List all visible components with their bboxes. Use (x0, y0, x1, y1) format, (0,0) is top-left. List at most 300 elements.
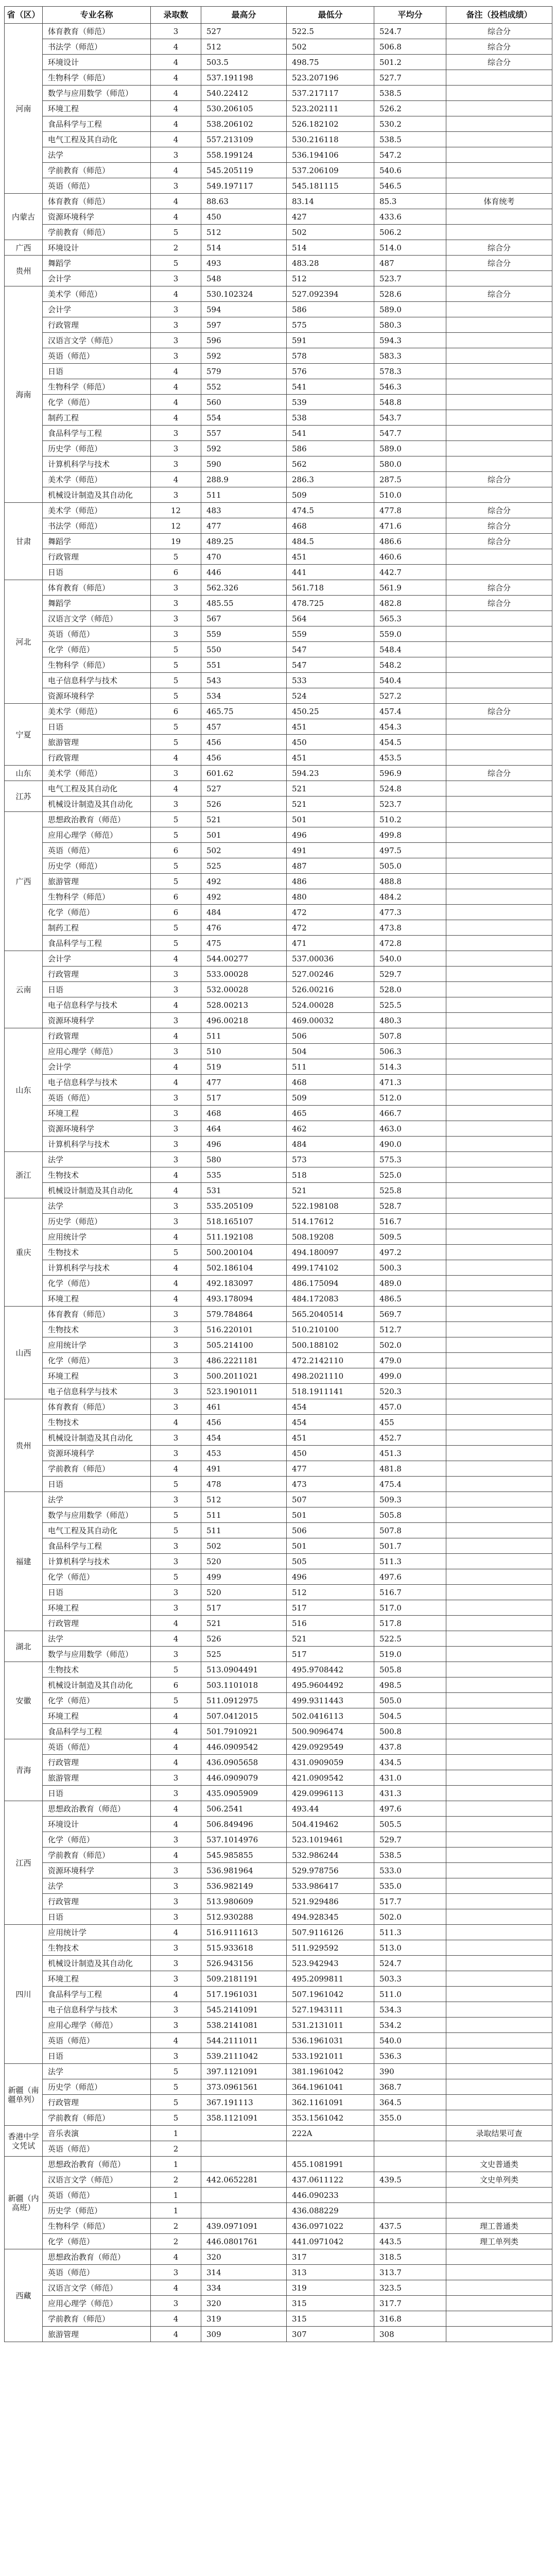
table-row (5, 1523, 552, 1538)
max-score-cell: 537.191198 (201, 70, 287, 86)
major-cell: 机械设计制造及其自动化 (43, 1956, 151, 1971)
max-score-cell: 559 (201, 626, 287, 642)
avg-score-cell: 505.5 (374, 1817, 446, 1832)
table-row (5, 1616, 552, 1631)
avg-score-cell: 437.5 (374, 2218, 446, 2234)
table-row (5, 1662, 552, 1677)
table-row (5, 2095, 552, 2110)
admitted-count-cell: 3 (151, 1090, 201, 1106)
avg-score-cell (374, 2141, 446, 2157)
admitted-count-cell: 3 (151, 2296, 201, 2311)
admitted-count-cell: 4 (151, 1708, 201, 1724)
major-cell: 英语（师范） (43, 2033, 151, 2048)
table-row (5, 116, 552, 132)
min-score-cell: 527.00246 (287, 967, 374, 982)
province-cell: 湖北 (5, 1631, 43, 1662)
major-cell: 应用统计学 (43, 1925, 151, 1940)
min-score-cell: 527.1943111 (287, 2002, 374, 2018)
min-score-cell: 507 (287, 1492, 374, 1507)
avg-score-cell: 514.3 (374, 1059, 446, 1075)
min-score-cell: 537.217117 (287, 86, 374, 101)
max-score-cell: 513.980609 (201, 1894, 287, 1909)
max-score-cell: 446.0801761 (201, 2234, 287, 2249)
major-cell: 机械设计制造及其自动化 (43, 1183, 151, 1198)
avg-score-cell: 318.5 (374, 2249, 446, 2265)
remark-cell (446, 1167, 552, 1183)
admitted-count-cell: 4 (151, 750, 201, 766)
header-avg-score: 平均分 (374, 7, 446, 24)
admitted-count-cell: 4 (151, 1817, 201, 1832)
remark-cell (446, 1044, 552, 1059)
avg-score-cell: 472.8 (374, 936, 446, 951)
max-score-cell: 517 (201, 1090, 287, 1106)
province-cell: 山西 (5, 1307, 43, 1399)
remark-cell (446, 1353, 552, 1368)
min-score-cell: 500.9096474 (287, 1724, 374, 1739)
remark-cell: 综合分 (446, 704, 552, 719)
header-max-score: 最高分 (201, 7, 287, 24)
max-score-cell: 483 (201, 503, 287, 518)
major-cell: 日语 (43, 1585, 151, 1600)
min-score-cell: 473 (287, 1477, 374, 1492)
max-score-cell: 549.197117 (201, 178, 287, 194)
max-score-cell: 397.1121091 (201, 2064, 287, 2079)
avg-score-cell: 548.2 (374, 657, 446, 673)
major-cell: 环境设计 (43, 1817, 151, 1832)
max-score-cell: 439.0971091 (201, 2218, 287, 2234)
remark-cell (446, 1817, 552, 1832)
table-row (5, 1106, 552, 1121)
admitted-count-cell: 5 (151, 2079, 201, 2095)
avg-score-cell: 559.0 (374, 626, 446, 642)
min-score-cell: 523.202111 (287, 101, 374, 116)
table-row (5, 1059, 552, 1075)
admitted-count-cell: 12 (151, 518, 201, 534)
min-score-cell (287, 2141, 374, 2157)
min-score-cell: 521 (287, 781, 374, 796)
admitted-count-cell: 5 (151, 936, 201, 951)
avg-score-cell: 534.2 (374, 2018, 446, 2033)
remark-cell (446, 2203, 552, 2218)
admitted-count-cell: 3 (151, 1399, 201, 1415)
remark-cell: 录取结果可查 (446, 2126, 552, 2141)
admitted-count-cell: 5 (151, 1662, 201, 1677)
major-cell: 机械设计制造及其自动化 (43, 796, 151, 812)
remark-cell (446, 1538, 552, 1554)
admitted-count-cell: 4 (151, 2033, 201, 2048)
admitted-count-cell: 4 (151, 2280, 201, 2296)
table-row (5, 1848, 552, 1863)
avg-score-cell: 575.3 (374, 1152, 446, 1167)
avg-score-cell: 517.0 (374, 1600, 446, 1616)
remark-cell (446, 735, 552, 750)
avg-score-cell: 451.3 (374, 1446, 446, 1461)
major-cell: 环境工程 (43, 1368, 151, 1384)
avg-score-cell: 546.3 (374, 379, 446, 395)
major-cell: 化学（师范） (43, 1276, 151, 1291)
admitted-count-cell: 5 (151, 735, 201, 750)
table-row (5, 2265, 552, 2280)
admitted-count-cell: 3 (151, 1044, 201, 1059)
min-score-cell: 537.00036 (287, 951, 374, 967)
admitted-count-cell: 4 (151, 55, 201, 70)
remark-cell (446, 951, 552, 967)
table-row (5, 70, 552, 86)
admitted-count-cell: 3 (151, 2048, 201, 2064)
table-row (5, 657, 552, 673)
max-score-cell: 320 (201, 2296, 287, 2311)
min-score-cell: 541 (287, 426, 374, 441)
remark-cell (446, 1971, 552, 1987)
remark-cell (446, 2048, 552, 2064)
major-cell: 体育教育（师范） (43, 1307, 151, 1322)
remark-cell (446, 1446, 552, 1461)
major-cell: 汉语言文学（师范） (43, 333, 151, 348)
min-score-cell: 471 (287, 936, 374, 951)
max-score-cell: 557.213109 (201, 132, 287, 147)
table-row (5, 379, 552, 395)
remark-cell (446, 2311, 552, 2327)
max-score-cell: 521 (201, 812, 287, 827)
min-score-cell: 531.2131011 (287, 2018, 374, 2033)
avg-score-cell: 431.3 (374, 1786, 446, 1801)
avg-score-cell: 505.0 (374, 858, 446, 874)
max-score-cell: 493 (201, 256, 287, 271)
max-score-cell: 491 (201, 1461, 287, 1477)
max-score-cell: 516.9111613 (201, 1925, 287, 1940)
table-row (5, 1229, 552, 1245)
avg-score-cell: 540.6 (374, 163, 446, 178)
min-score-cell: 450 (287, 1446, 374, 1461)
major-cell: 环境工程 (43, 101, 151, 116)
max-score-cell: 502.186104 (201, 1260, 287, 1276)
max-score-cell: 558.199124 (201, 147, 287, 163)
table-row (5, 1786, 552, 1801)
max-score-cell: 525 (201, 858, 287, 874)
avg-score-cell: 511.3 (374, 1554, 446, 1569)
max-score-cell: 534 (201, 688, 287, 704)
major-cell: 舞蹈学 (43, 256, 151, 271)
province-cell: 香港中学文凭试 (5, 2126, 43, 2157)
max-score-cell: 594 (201, 302, 287, 317)
table-row (5, 766, 552, 781)
avg-score-cell: 507.8 (374, 1028, 446, 1044)
avg-score-cell: 442.7 (374, 565, 446, 580)
max-score-cell: 509.2181191 (201, 1971, 287, 1987)
avg-score-cell: 540.4 (374, 673, 446, 688)
min-score-cell: 465 (287, 1106, 374, 1121)
max-score-cell: 530.206105 (201, 101, 287, 116)
major-cell: 体育教育（师范） (43, 194, 151, 209)
major-cell: 环境工程 (43, 1106, 151, 1121)
table-row (5, 2110, 552, 2126)
admitted-count-cell: 5 (151, 1569, 201, 1585)
table-row (5, 395, 552, 410)
remark-cell: 综合分 (446, 55, 552, 70)
max-score-cell: 358.1121091 (201, 2110, 287, 2126)
admitted-count-cell: 4 (151, 194, 201, 209)
min-score-cell: 495.9708442 (287, 1662, 374, 1677)
major-cell: 日语 (43, 565, 151, 580)
avg-score-cell: 287.5 (374, 472, 446, 487)
table-row (5, 1028, 552, 1044)
avg-score-cell (374, 2157, 446, 2172)
table-row (5, 905, 552, 920)
remark-cell (446, 317, 552, 333)
remark-cell (446, 1461, 552, 1477)
table-row (5, 1090, 552, 1106)
min-score-cell: 484.172083 (287, 1291, 374, 1307)
max-score-cell: 501.7910921 (201, 1724, 287, 1739)
major-cell: 行政管理 (43, 750, 151, 766)
table-row (5, 642, 552, 657)
avg-score-cell: 471.6 (374, 518, 446, 534)
admitted-count-cell: 4 (151, 2311, 201, 2327)
remark-cell (446, 657, 552, 673)
max-score-cell: 457 (201, 719, 287, 735)
max-score-cell: 517.1961031 (201, 1987, 287, 2002)
max-score-cell: 477 (201, 1075, 287, 1090)
avg-score-cell: 565.3 (374, 611, 446, 626)
admitted-count-cell: 4 (151, 1167, 201, 1183)
major-cell: 化学（师范） (43, 1693, 151, 1708)
admitted-count-cell: 5 (151, 1693, 201, 1708)
major-cell: 英语（师范） (43, 2141, 151, 2157)
table-row (5, 2033, 552, 2048)
min-score-cell: 454 (287, 1415, 374, 1430)
avg-score-cell: 523.7 (374, 796, 446, 812)
major-cell: 行政管理 (43, 1755, 151, 1770)
avg-score-cell: 463.0 (374, 1121, 446, 1137)
remark-cell (446, 1677, 552, 1693)
max-score-cell: 511 (201, 1028, 287, 1044)
remark-cell (446, 2033, 552, 2048)
province-cell: 西藏 (5, 2249, 43, 2342)
admitted-count-cell: 3 (151, 1894, 201, 1909)
remark-cell (446, 1770, 552, 1786)
avg-score-cell: 501.2 (374, 55, 446, 70)
avg-score-cell: 524.8 (374, 781, 446, 796)
max-score-cell: 503.1101018 (201, 1677, 287, 1693)
min-score-cell: 516 (287, 1616, 374, 1631)
table-row (5, 1430, 552, 1446)
remark-cell (446, 2141, 552, 2157)
province-cell: 新疆（南疆单列） (5, 2064, 43, 2126)
admitted-count-cell: 4 (151, 379, 201, 395)
province-cell: 山东 (5, 1028, 43, 1152)
major-cell: 资源环境科学 (43, 209, 151, 225)
major-cell: 英语（师范） (43, 626, 151, 642)
avg-score-cell: 85.3 (374, 194, 446, 209)
max-score-cell: 548 (201, 271, 287, 286)
remark-cell: 理工单列类 (446, 2234, 552, 2249)
max-score-cell (201, 2188, 287, 2203)
max-score-cell: 461 (201, 1399, 287, 1415)
major-cell: 生物技术 (43, 1322, 151, 1337)
table-row (5, 441, 552, 456)
table-row (5, 1925, 552, 1940)
min-score-cell: 504 (287, 1044, 374, 1059)
remark-cell: 综合分 (446, 596, 552, 611)
major-cell: 食品科学与工程 (43, 1987, 151, 2002)
avg-score-cell: 513.0 (374, 1940, 446, 1956)
table-row (5, 364, 552, 379)
admitted-count-cell: 5 (151, 2095, 201, 2110)
table-row (5, 1013, 552, 1028)
major-cell: 计算机科学与技术 (43, 456, 151, 472)
max-score-cell: 492 (201, 874, 287, 889)
remark-cell (446, 781, 552, 796)
major-cell: 旅游管理 (43, 2327, 151, 2342)
max-score-cell: 533.00028 (201, 967, 287, 982)
admitted-count-cell: 4 (151, 1755, 201, 1770)
major-cell: 资源环境科学 (43, 1121, 151, 1137)
major-cell: 电气工程及其自动化 (43, 781, 151, 796)
max-score-cell: 538.2141081 (201, 2018, 287, 2033)
max-score-cell: 446.0909542 (201, 1739, 287, 1755)
major-cell: 英语（师范） (43, 2265, 151, 2280)
max-score-cell: 435.0905909 (201, 1786, 287, 1801)
remark-cell (446, 905, 552, 920)
avg-score-cell: 484.2 (374, 889, 446, 905)
max-score-cell: 288.9 (201, 472, 287, 487)
remark-cell (446, 1152, 552, 1167)
min-score-cell: 353.1561042 (287, 2110, 374, 2126)
min-score-cell: 521 (287, 796, 374, 812)
max-score-cell: 516.220101 (201, 1322, 287, 1337)
admitted-count-cell: 3 (151, 2002, 201, 2018)
remark-cell (446, 1631, 552, 1647)
major-cell: 制药工程 (43, 920, 151, 936)
avg-score-cell: 538.5 (374, 1848, 446, 1863)
remark-cell (446, 163, 552, 178)
major-cell: 计算机科学与技术 (43, 1554, 151, 1569)
major-cell: 历史学（师范） (43, 858, 151, 874)
remark-cell (446, 642, 552, 657)
avg-score-cell: 548.8 (374, 395, 446, 410)
avg-score-cell: 527.7 (374, 70, 446, 86)
major-cell: 学前教育（师范） (43, 1461, 151, 1477)
avg-score-cell: 457.0 (374, 1399, 446, 1415)
avg-score-cell: 543.7 (374, 410, 446, 426)
min-score-cell: 502 (287, 225, 374, 240)
avg-score-cell: 497.5 (374, 843, 446, 858)
major-cell: 英语（师范） (43, 843, 151, 858)
min-score-cell: 362.1161091 (287, 2095, 374, 2110)
avg-score-cell: 525.5 (374, 997, 446, 1013)
remark-cell: 文史普通类 (446, 2157, 552, 2172)
max-score-cell: 580 (201, 1152, 287, 1167)
min-score-cell: 486.175094 (287, 1276, 374, 1291)
major-cell: 学前教育（师范） (43, 1848, 151, 1863)
table-row (5, 1121, 552, 1137)
admitted-count-cell: 5 (151, 642, 201, 657)
max-score-cell: 526.943156 (201, 1956, 287, 1971)
admitted-count-cell: 3 (151, 333, 201, 348)
admitted-count-cell: 3 (151, 1384, 201, 1399)
avg-score-cell: 488.8 (374, 874, 446, 889)
major-cell: 化学（师范） (43, 1832, 151, 1848)
avg-score-cell: 546.5 (374, 178, 446, 194)
min-score-cell: 509 (287, 487, 374, 503)
admitted-count-cell: 2 (151, 2141, 201, 2157)
table-row (5, 1307, 552, 1322)
avg-score-cell: 504.5 (374, 1708, 446, 1724)
max-score-cell: 503.5 (201, 55, 287, 70)
major-cell: 英语（师范） (43, 348, 151, 364)
min-score-cell: 483.28 (287, 256, 374, 271)
table-row (5, 951, 552, 967)
remark-cell (446, 1755, 552, 1770)
avg-score-cell: 480.3 (374, 1013, 446, 1028)
admitted-count-cell: 3 (151, 1121, 201, 1137)
major-cell: 日语 (43, 1786, 151, 1801)
min-score-cell: 533 (287, 673, 374, 688)
admitted-count-cell: 3 (151, 302, 201, 317)
admission-score-table (4, 6, 552, 2342)
max-score-cell: 446.0909079 (201, 1770, 287, 1786)
table-row (5, 1801, 552, 1817)
avg-score-cell: 473.8 (374, 920, 446, 936)
min-score-cell: 486 (287, 874, 374, 889)
remark-cell (446, 271, 552, 286)
min-score-cell: 472 (287, 905, 374, 920)
max-score-cell: 527 (201, 24, 287, 39)
avg-score-cell: 530.2 (374, 116, 446, 132)
remark-cell (446, 982, 552, 997)
max-score-cell: 492.183097 (201, 1276, 287, 1291)
remark-cell (446, 1832, 552, 1848)
admitted-count-cell: 2 (151, 2172, 201, 2188)
table-row (5, 2018, 552, 2033)
admitted-count-cell: 3 (151, 796, 201, 812)
table-row (5, 163, 552, 178)
table-row (5, 225, 552, 240)
min-score-cell: 591 (287, 333, 374, 348)
max-score-cell: 535.205109 (201, 1198, 287, 1214)
major-cell: 法学 (43, 1492, 151, 1507)
major-cell: 学前教育（师范） (43, 2110, 151, 2126)
min-score-cell: 506 (287, 1523, 374, 1538)
min-score-cell: 578 (287, 348, 374, 364)
min-score-cell: 594.23 (287, 766, 374, 781)
max-score-cell: 496 (201, 1137, 287, 1152)
admitted-count-cell: 4 (151, 2327, 201, 2342)
avg-score-cell: 505.0 (374, 1693, 446, 1708)
avg-score-cell: 368.7 (374, 2079, 446, 2095)
remark-cell (446, 2188, 552, 2203)
remark-cell (446, 1940, 552, 1956)
max-score-cell: 517 (201, 1600, 287, 1616)
min-score-cell: 498.2021110 (287, 1368, 374, 1384)
remark-cell (446, 1384, 552, 1399)
max-score-cell: 485.55 (201, 596, 287, 611)
min-score-cell: 547 (287, 657, 374, 673)
admitted-count-cell: 4 (151, 1183, 201, 1198)
admitted-count-cell: 6 (151, 905, 201, 920)
major-cell: 行政管理 (43, 1028, 151, 1044)
table-row (5, 2172, 552, 2188)
min-score-cell: 541 (287, 379, 374, 395)
max-score-cell: 519 (201, 1059, 287, 1075)
major-cell: 食品科学与工程 (43, 1538, 151, 1554)
remark-cell: 综合分 (446, 766, 552, 781)
admitted-count-cell: 1 (151, 2188, 201, 2203)
min-score-cell: 502.0416113 (287, 1708, 374, 1724)
avg-score-cell (374, 2203, 446, 2218)
remark-cell (446, 1647, 552, 1662)
min-score-cell: 505 (287, 1554, 374, 1569)
